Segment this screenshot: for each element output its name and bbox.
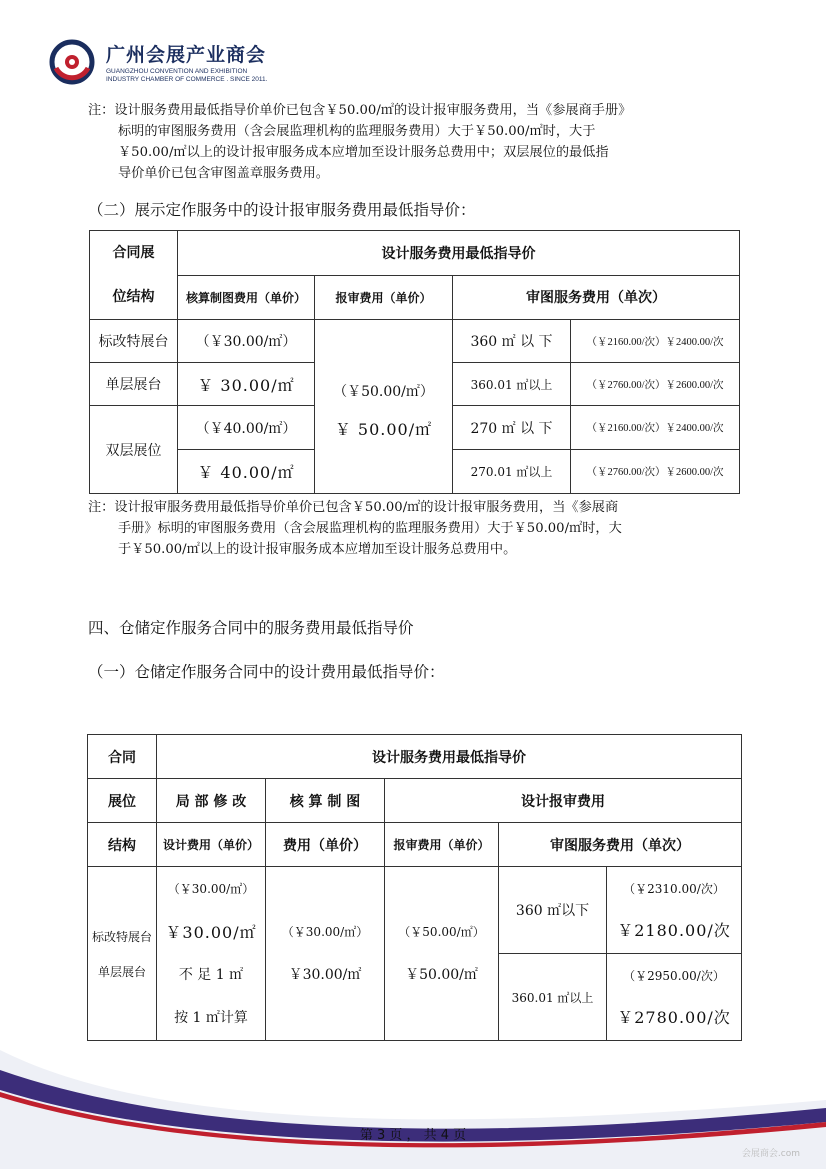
- local-note1: 不 足 1 ㎡: [178, 966, 244, 983]
- note-line: 导价单价已包含审图盖章服务费用。: [118, 166, 329, 181]
- audit-price-value: ￥2180.00/次: [617, 921, 731, 940]
- audit-price: （￥2760.00/次）￥2600.00/次: [571, 450, 740, 494]
- cell-calc-value: ￥ 30.00/㎡: [178, 363, 315, 406]
- header-audit: 审图服务费用（单次）: [499, 823, 742, 867]
- note-line: ￥50.00/㎡以上的设计报审服务成本应增加至设计服务总费用中；双层展位的最低指: [118, 145, 609, 160]
- audit-size: 360.01 ㎡以上: [453, 363, 571, 406]
- local-value: ￥30.00/㎡: [165, 922, 257, 942]
- audit-size: 270.01 ㎡以上: [453, 450, 571, 494]
- header-structure: [90, 231, 178, 320]
- header-c2: 展位: [88, 779, 157, 823]
- audit-size: 270 ㎡ 以 下: [453, 406, 571, 450]
- audit-price-paren: （￥2310.00/次）: [623, 882, 725, 896]
- note-line: 注：设计服务费用最低指导价单价已包含￥50.00/㎡的设计报审服务费用，当《参展商手册》: [88, 103, 632, 118]
- page-number: 第 3 页 ， 共 4 页: [359, 1128, 467, 1143]
- header-main: 设计服务费用最低指导价: [178, 231, 740, 276]
- audit-size: 360 ㎡以下: [499, 867, 607, 954]
- audit-price: [607, 867, 742, 954]
- review-value: ￥50.00/㎡: [405, 966, 478, 983]
- note-line: 注：设计报审服务费用最低指导价单价已包含￥50.00/㎡的设计报审服务费用，当《参展商: [88, 500, 619, 515]
- audit-price: （￥2760.00/次）￥2600.00/次: [571, 363, 740, 406]
- audit-price-paren: （￥2950.00/次）: [623, 969, 725, 983]
- subsection-heading-storage-design: （一）仓储定作服务合同中的设计费用最低指导价：: [88, 663, 445, 681]
- audit-price-value: ￥2780.00/次: [617, 1008, 731, 1027]
- cell-local: [157, 867, 266, 1041]
- calc-paren: （￥30.00/㎡）: [281, 924, 369, 939]
- section-heading-storage: 四、仓储定作服务合同中的服务费用最低指导价: [88, 619, 414, 637]
- header-design-review: 设计报审费用: [385, 779, 742, 823]
- row-label: 单层展台: [90, 363, 178, 406]
- review-value: ￥ 50.00/㎡: [334, 420, 433, 439]
- section-heading-review-fee: （二）展示定作服务中的设计报审服务费用最低指导价：: [88, 201, 476, 219]
- row-label-double: 双层展位: [90, 406, 178, 494]
- chamber-logo-icon: [48, 38, 96, 86]
- note-review-fee: [88, 497, 743, 560]
- header-structure-line1: 合同展: [112, 245, 155, 261]
- note-line: 于￥50.00/㎡以上的设计报审服务成本应增加至设计服务总费用中。: [118, 542, 517, 557]
- calc-value: ￥30.00/㎡: [288, 966, 362, 983]
- storage-design-fee-table: [87, 734, 742, 1041]
- review-fee-table: [89, 230, 740, 494]
- header-calc-2: 费用（单价）: [266, 823, 385, 867]
- header-local-1: 局 部 修 改: [157, 779, 266, 823]
- cell-review: [385, 867, 499, 1041]
- cell-review: [315, 320, 453, 494]
- header-audit: 审图服务费用（单次）: [453, 275, 740, 320]
- header-review: 报审费用（单价）: [315, 275, 453, 320]
- row-label: [88, 867, 157, 1041]
- header-c3: 结构: [88, 823, 157, 867]
- row-label: 标改特展台: [90, 320, 178, 363]
- header-structure-line2: 位结构: [112, 289, 155, 305]
- audit-size: 360 ㎡ 以 下: [453, 320, 571, 363]
- cell-calc-paren: （￥30.00/㎡）: [178, 320, 315, 363]
- review-paren: （￥50.00/㎡）: [398, 924, 485, 939]
- header-main: 设计服务费用最低指导价: [157, 735, 742, 779]
- logo-chinese-name: 广州会展产业商会: [106, 44, 267, 66]
- logo-english-line-2: INDUSTRY CHAMBER OF COMMERCE . SINCE 2011.: [106, 76, 268, 83]
- header-review: 报审费用（单价）: [385, 823, 499, 867]
- footer-wave-decoration: [0, 1030, 826, 1169]
- note-line: 手册》标明的审图服务费用（含会展监理机构的监理服务费用）大于￥50.00/㎡时，大: [118, 521, 622, 536]
- local-note2: 按 1 ㎡计算: [174, 1009, 248, 1026]
- audit-price: [607, 954, 742, 1041]
- cell-calc-paren: （￥40.00/㎡）: [178, 406, 315, 450]
- cell-calc: [266, 867, 385, 1041]
- logo-english-line-1: GUANGZHOU CONVENTION AND EXHIBITION: [106, 68, 248, 75]
- header-calc-1: 核 算 制 图: [266, 779, 385, 823]
- header-calc: 核算制图费用（单价）: [178, 275, 315, 320]
- note-line: 标明的审图服务费用（含会展监理机构的监理服务费用）大于￥50.00/㎡时，大于: [118, 124, 596, 139]
- watermark-text: 会展商会.com: [741, 1149, 800, 1159]
- local-paren: （￥30.00/㎡）: [167, 881, 255, 896]
- review-paren: （￥50.00/㎡）: [333, 384, 434, 400]
- header-local-2: 设计费用（单价）: [157, 823, 266, 867]
- chamber-logo: [44, 36, 364, 86]
- audit-size: 360.01 ㎡以上: [499, 954, 607, 1041]
- header-c1: 合同: [88, 735, 157, 779]
- audit-price: （￥2160.00/次）￥2400.00/次: [571, 406, 740, 450]
- row-label-line2: 单层展台: [97, 964, 146, 979]
- note-design-fee: [88, 100, 743, 184]
- cell-calc-value: ￥ 40.00/㎡: [178, 450, 315, 494]
- row-label-line1: 标改特展台: [91, 929, 152, 944]
- logo-english-name: [106, 68, 267, 84]
- audit-price: （￥2160.00/次）￥2400.00/次: [571, 320, 740, 363]
